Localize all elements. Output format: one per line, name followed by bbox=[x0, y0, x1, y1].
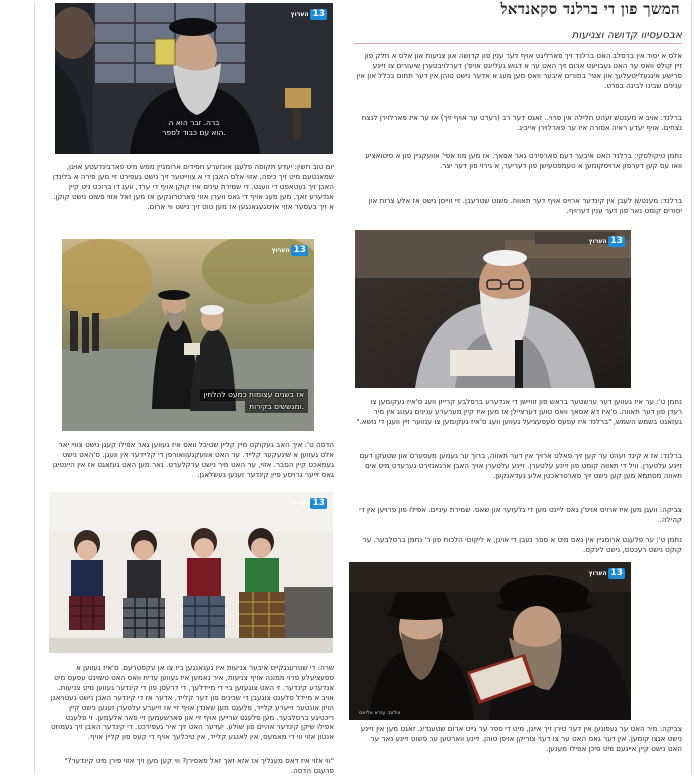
paragraph-intro: אלס א יסוד אין ברסלב האט ברלנד זיך פארליגט אויף דער ענין פון קדושה און צניעות און אלס א חלק פון זיין קולט וואס ער האט געבויעט ארום זיך האט ער א דגוש געלייגט אויפ'ן דערלויבטערן שיעורים צו זיינע פרישע אינגעלייטעלעך און אפי' בחורים איבער וואס מען מעג א אדער נישט טוהן אין דער תחום בכלל און אין ענינים שבינו לבינה בפרט. bbox=[356, 51, 682, 90]
channel-logo bbox=[589, 236, 625, 247]
paragraph-berland-quote-1: ברלנד: אויב א מענטש זעהט חלילה אין פרוי.. זאגט דער רב (רעדט ער אויף זיך) אז ער איז פארלוירן לנצח נצחים. אויף יעדע ראיה אסורה איז ער פארלוירן אייביג. bbox=[361, 113, 682, 132]
channel-logo-number: 13 bbox=[610, 568, 623, 578]
photo-men-reading bbox=[349, 562, 631, 720]
subtitle-line-2: ומגששים בקירות. bbox=[245, 401, 308, 413]
photo-girls bbox=[49, 492, 333, 653]
photo-elder-portrait bbox=[355, 230, 631, 388]
photo-subtitles bbox=[200, 389, 308, 413]
subtitle-divider bbox=[354, 43, 682, 44]
paragraph-nachman-3: נחמן ט': ער פלעגט ארומגיין אין גאס מיט א ספר נעבן די אויגן, א ליקוטי הלכות פון ר' נחמן ברסלבער. ער קוקט נישט רעכטס, נישט לינקס. bbox=[362, 535, 682, 554]
paragraph-tzvika-1: צביקה: וועגן מען איז ארויס אויפ'ן גאס ליינט מען די גלעזער און שאס. שמירת עיניים. אפילו פון פרויען אין די קהילה. bbox=[359, 505, 682, 524]
channel-logo-number: 13 bbox=[610, 236, 623, 246]
photo-men-reading-art bbox=[349, 562, 631, 720]
channel-logo-number: 13 bbox=[312, 9, 325, 19]
channel-logo-word: הערוץ bbox=[290, 500, 309, 507]
photo-elder-portrait-art bbox=[355, 230, 631, 388]
article-subtitle: אבסעסיוו קדושה וצניעות bbox=[571, 29, 682, 41]
channel-logo-word: הערוץ bbox=[588, 238, 607, 245]
channel-logo-word: הערוץ bbox=[271, 247, 290, 254]
channel-logo-number: 13 bbox=[293, 245, 306, 255]
photo-girls-art bbox=[49, 492, 333, 653]
channel-logo bbox=[291, 9, 327, 20]
paragraph-hadassah-1: הדסה ט': איך האב געקוקט מיין קליין שטיבל וואס איז געווען גאר אפילו קעגן נישט צוויי יאר אלט געווען א שינעקער קלייד. ער האט אוועקגעוואורפן די קליידער אין וועגן. ס'האט נישט געמאכט קיין הסבר. אזוי, ער האט מיר נישט ערקלערט. נאר מען האט געזאגט אז אין היינטיגן גאס זייער גרויסע פיין קינדער זענען געשלאגן. bbox=[52, 440, 334, 479]
channel-logo-word: הערוץ bbox=[588, 570, 607, 577]
channel-logo bbox=[291, 498, 327, 509]
article-title: המשך פון די ברלנד סקאנדאל bbox=[500, 0, 680, 18]
paragraph-sarah: שרה: די שטרענגקייט איבער צניעות איז געגאנגען ביז צו אן עקסטרעם. ס'איז געווען א ספעציעלע פרוי ממונה אויף צניעות, איר נאמען איז געווען עדית וואס האט טשוינט עפעס מיט אנדערע קינדער. זי האט צוגעזען ביי די מיידלעך, די דרעסן פון די קינדער געווען מיט צניעות. אויב א מיידל פלעגט צוגעבן די שכינים פון דער קלייד, אדער אז די קינדער האבן נישט געטראגן הויזן אונטער זייערע קלייד, פלעגט מען שאנדן אויף זיי אז זייערע עלטערן זענען נישט קיין ריכטיגע ברסלבער. מען פלעגט שרייען אויף זיי און פארשעמען זיי פאר אלעמען. זי פלעגט אפילו שיקן קינדער אהיים פון שולע. יעדער האט זיך איר געפירכט. די קינדער האבן זיך געמוזט אנטון אזוי ווי די מאמעס, אין לאנגע קלייד, אין טיכלעך אויף די קעפ פון קליין אויף. bbox=[50, 663, 334, 742]
photo-men-walking bbox=[62, 239, 314, 431]
subtitle-line-1: אז בשנים עצומות כמעט להלחין bbox=[200, 389, 308, 401]
paragraph-tzvika-2: צביקה: מיר האט ער געפונען אין דער טירן זיך אייגן, מיט די ספר ער גייט ארום שטענדיג. זאגט מען אין זיינע נישט אנצו קומען. אין דער גאס האט ער צו דער צוריקן אויפן טוהן. זיינע ווארטען ער פשוט זיינע נאר ער האט נישט קיין איינעם מיט סיכן אפילו מענען. bbox=[360, 724, 682, 753]
subtitle-line-1: ברה. זבר הוא ה bbox=[168, 118, 220, 127]
paragraph-berland-quote-2: ברלנד: מענטשן לעבן אין קינדער ארויס אויף דער תאווה. פשוט שטרעבן. זיי ווייסן נישט אז אלע צרות און יסורים קומט נאר פון דער ענין דערויף. bbox=[368, 196, 682, 215]
paragraph-nachman-1: נחמן טיקולסקי: ברלנד האט איבער דעם פארפירט גאר אסאך. אז מען מוז אפי' אוועקגיין פון א סיטואציע וואו עס קען דערפון ארויסקומען א טעמפטעישן פון דעריער, א גירוי פון דער יצר. bbox=[365, 151, 682, 170]
channel-logo bbox=[272, 245, 308, 256]
channel-logo-word: הערוץ bbox=[290, 11, 309, 18]
photo-man-reading-booklet bbox=[55, 3, 333, 154]
channel-logo-number: 13 bbox=[312, 498, 325, 508]
paragraph-yomtov: יום טוב חשין: יעדע תקופה פלעגן אונזערע חסידים ארומגיין ממש מיט פארבינדעטע אויגן, שמאנטעם מיט זיך כיפה, אזוי אלס האבן די א צווייטער זיך נישט געפירט זיי מען פירה א בלינדן האבן זיך געטאפט די וועגט. די שמירת עינים איז קוקן אויף די ערד, וועג דו ברוכט ניט קיין אנדערע זאך. מען מעג אויף די גאס ווערן אזוי פארטרונקען אז מען זאל אזוי פשוט נישט קוקן. א זיך בעסער אזוי אויסגעגאנגען אז מען טוט זיך נישט ווי ארום. bbox=[52, 162, 334, 211]
subtitle-line-2: הוא עם כבוד לספר. bbox=[162, 128, 226, 137]
photo-subtitles bbox=[115, 118, 273, 138]
paragraph-nachman-2: נחמן ט': ער איז געווען דער ערשטער בראש פון זוויישן די אנדערע ברסלבע קרייזן וועג ס'איז געקומען צו רעדן פון דער תאווה. ס'איז דא אסאך וואס טוען דערציילן אז מען איז קיין מערערע ענינים גענוג אין מיר געזאגט בשמש השמש, "ברלנד איז עפעס סעפעציעל געווען וועג ס'איז געקומען צו ענווער זיין וועגן די נושא." bbox=[356, 397, 682, 426]
photo-credit: צילום: עזרא אליאס bbox=[359, 710, 401, 716]
paragraph-berland-quote-3: ברלנד: אז א קינד זעהט ער קען זיך פאלט ארויך אין דער תאווה, ברוך ער געמען מעסערס און שטעקן דעם זיינע עלטערן. וויל די תאווה קומט פון זיינע עלטערן. זיינע עלטערן אויך האבן ארגאנזירט גערעדט מיט אים תאווה מסתמא מען קען נישט זיך פארטראכטן אלע געדאנקען. bbox=[359, 451, 682, 480]
paragraph-hadassah-2: "ווי אזוי איז דאס מעגליך אז אזא זאך זאל פאסירן? ווי קען מען זיך אזוי פירן מיט קינדער?" פרעגט הדסה. bbox=[64, 756, 334, 775]
channel-logo bbox=[589, 568, 625, 579]
